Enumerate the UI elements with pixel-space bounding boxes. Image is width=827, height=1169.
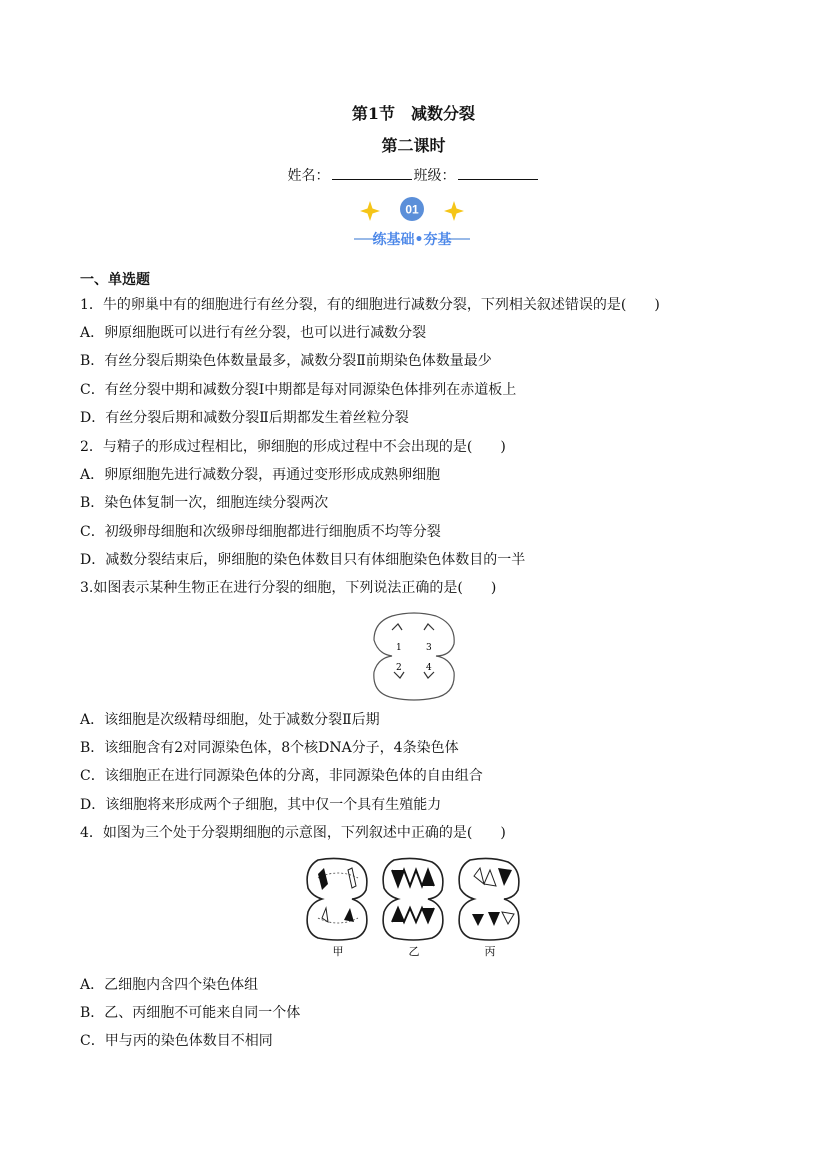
cell-bing: [459, 858, 519, 940]
q3-stem: 3.如图表示某种生物正在进行分裂的细胞，下列说法正确的是( ): [80, 580, 497, 596]
q4-fig-label-jia: 甲: [332, 945, 344, 958]
q3-option-c: C．该细胞正在进行同源染色体的分离，非同源染色体的自由组合: [80, 768, 483, 784]
q2-option-d: D．减数分裂结束后，卵细胞的染色体数目只有体细胞染色体数目的一半: [80, 552, 526, 568]
q3-option-b: B．该细胞含有2对同源染色体，8个核DNA分子，4条染色体: [80, 740, 459, 756]
q3-fig-label-4: 4: [426, 663, 432, 673]
q2-option-c: C．初级卵母细胞和次级卵母细胞都进行细胞质不均等分裂: [80, 524, 441, 540]
name-class-line: [0, 165, 827, 185]
class-label: 班级：: [413, 168, 456, 184]
star-icon: [360, 201, 380, 221]
badge-text: 练基础•夯基: [372, 232, 452, 248]
badge-number: 01: [405, 202, 419, 217]
q1-option-d: D．有丝分裂后期和减数分裂Ⅱ后期都发生着丝粒分裂: [80, 410, 409, 426]
section-title: 一、单选题: [80, 272, 150, 288]
section-badge: [354, 195, 470, 253]
q4-option-b: B．乙、丙细胞不可能来自同一个体: [80, 1005, 301, 1021]
name-blank: [332, 165, 412, 180]
class-blank: [458, 165, 538, 180]
q4-option-a: A．乙细胞内含四个染色体组: [80, 977, 259, 993]
q4-fig-label-bing: 丙: [484, 945, 496, 958]
cell-jia: [307, 858, 367, 940]
q3-fig-label-2: 2: [396, 663, 402, 673]
name-label: 姓名：: [287, 168, 330, 184]
q4-stem: 4．如图为三个处于分裂期细胞的示意图，下列叙述中正确的是( ): [80, 825, 506, 841]
q4-fig-label-yi: 乙: [408, 945, 420, 958]
cell-membrane: [374, 613, 454, 700]
star-icon: [444, 201, 464, 221]
q1-option-a: A．卵原细胞既可以进行有丝分裂，也可以进行减数分裂: [80, 325, 427, 341]
cell-yi: [383, 858, 443, 940]
q3-fig-label-3: 3: [426, 643, 432, 653]
q2-option-a: A．卵原细胞先进行减数分裂，再通过变形形成成熟卵细胞: [80, 467, 441, 483]
q4-cells-figure: [304, 856, 524, 958]
q3-cell-figure: [370, 610, 458, 702]
q2-option-b: B．染色体复制一次，细胞连续分裂两次: [80, 495, 329, 511]
q1-stem: 1．牛的卵巢中有的细胞进行有丝分裂，有的细胞进行减数分裂，下列相关叙述错误的是( ): [80, 297, 660, 313]
q1-option-c: C．有丝分裂中期和减数分裂Ⅰ中期都是每对同源染色体排列在赤道板上: [80, 382, 517, 398]
q2-stem: 2．与精子的形成过程相比，卵细胞的形成过程中不会出现的是( ): [80, 439, 506, 455]
page-subtitle: 第二课时: [381, 136, 446, 155]
q1-option-b: B．有丝分裂后期染色体数量最多，减数分裂Ⅱ前期染色体数量最少: [80, 353, 492, 369]
q3-fig-label-1: 1: [396, 643, 402, 653]
chromosome-group-top: [392, 624, 434, 630]
q3-option-a: A．该细胞是次级精母细胞，处于减数分裂Ⅱ后期: [80, 712, 380, 728]
q4-option-c: C．甲与丙的染色体数目不相同: [80, 1033, 273, 1049]
page-title: 第1节 减数分裂: [351, 104, 476, 123]
q3-option-d: D．该细胞将来形成两个子细胞，其中仅一个具有生殖能力: [80, 797, 442, 813]
